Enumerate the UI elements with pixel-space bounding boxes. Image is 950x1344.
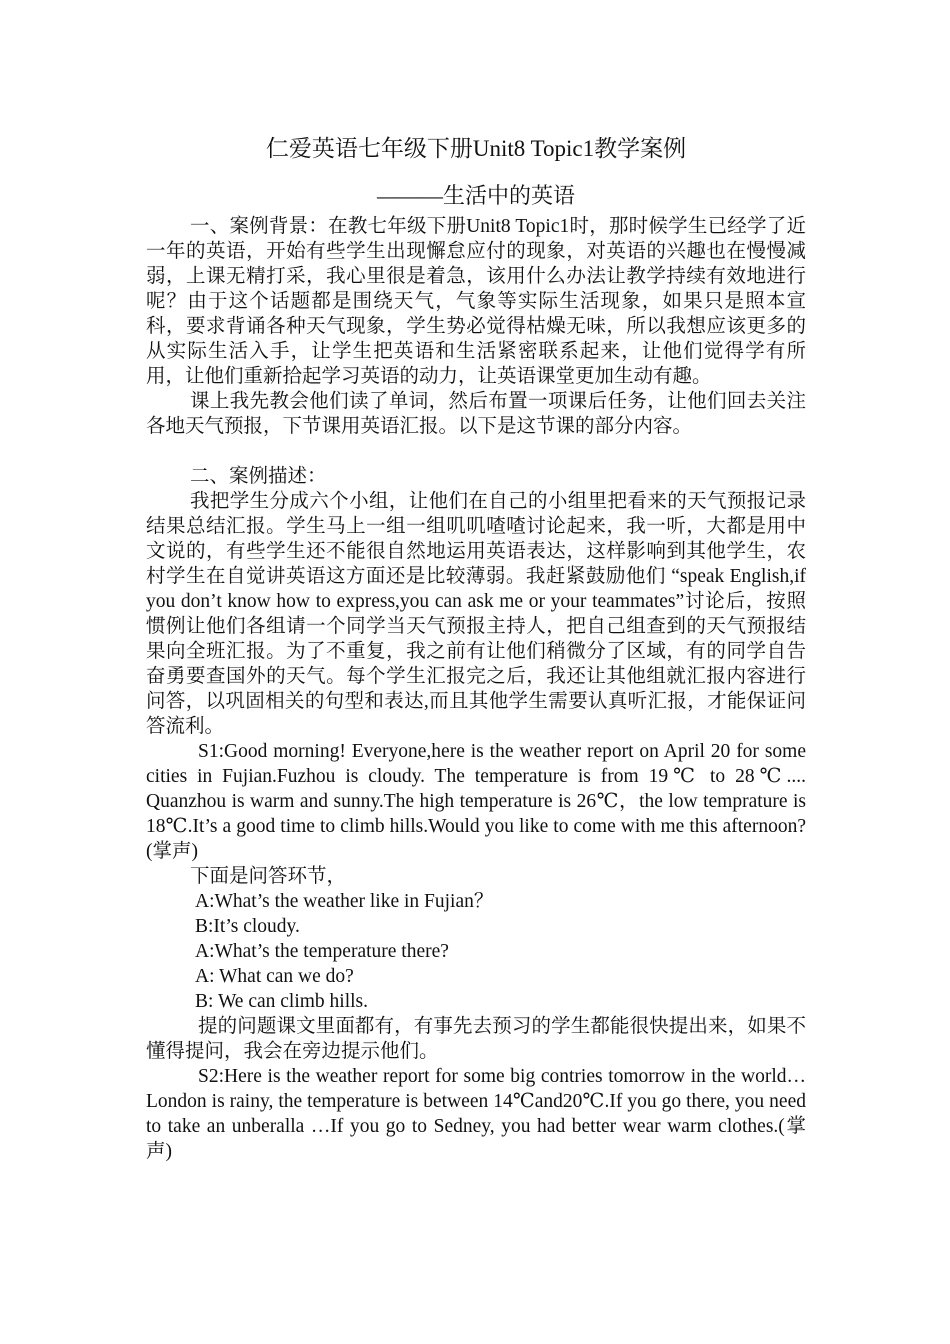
s2-weather-report: S2:Here is the weather report for some big contries tomorrow in the world…London is rainy, the temperature is between 14℃and20℃.If you go there, you need to take an unberalla …If you go to Sedney, you had better wear warm clothes.(掌声) (146, 1066, 806, 1162)
s1-weather-report: S1:Good morning! Everyone,here is the weather report on April 20 for some cities in Fujian.Fuzhou is cloudy. The temperature is from 19℃ to 28℃.... Quanzhou is warm and sunny.The high temperature is 26℃，the low temprature is 18℃.It’s a good time to climb hills.Would you like to come with me this afternoon? (掌声) (146, 741, 806, 862)
document-page (146, 132, 806, 1164)
section2-heading: 二、案例描述： (190, 466, 327, 487)
description-paragraph: 我把学生分成六个小组，让他们在自己的小组里把看来的天气预报记录结果总结汇报。学生马上一组一组叽叽喳喳讨论起来，我一听，大都是用中文说的，有些学生还不能很自然地运用英语表达，这样影响到其他学生，农村学生在自觉讲英语这方面还是比较薄弱。我赶紧鼓励他们 “speak English,if you don’t know how to express,you can ask me or your teammates”讨论后，按照惯例让他们各组请一个同学当天气预报主持人，把自己组查到的天气预报结果向全班汇报。为了不重复，我之前有让他们稍微分了区域，有的同学自告奋勇要查国外的天气。每个学生汇报完之后，我还让其他组就汇报内容进行问答，以巩固相关的句型和表达,而且其他学生需要认真听汇报，才能保证问答流利。 (146, 491, 806, 737)
background-task-paragraph: 课上我先教会他们读了单词，然后布置一项课后任务，让他们回去关注各地天气预报，下节课用英语汇报。以下是这节课的部分内容。 (146, 391, 806, 437)
qa-intro: 下面是问答环节， (190, 866, 347, 887)
qa-line: A:What’s the temperature there? (195, 941, 449, 962)
qa-line: B:It’s cloudy. (195, 916, 300, 937)
document-title: 仁爱英语七年级下册Unit8 Topic1教学案例 (265, 136, 687, 161)
document-subtitle: ———生活中的英语 (376, 183, 575, 208)
paragraph-spacer (146, 439, 806, 464)
qa-line: B: We can climb hills. (195, 991, 369, 1012)
qa-line: A:What’s the weather like in Fujian？ (195, 891, 494, 912)
qa-followup-paragraph: 提的问题课文里面都有，有事先去预习的学生都能很快提出来，如果不懂得提问，我会在旁边提示他们。 (146, 1016, 806, 1062)
qa-line: A: What can we do? (195, 966, 354, 987)
background-paragraph: 一、案例背景：在教七年级下册Unit8 Topic1时，那时候学生已经学了近一年的英语，开始有些学生出现懈怠应付的现象，对英语的兴趣也在慢慢减弱，上课无精打采，我心里很是着急，该用什么办法让教学持续有效地进行呢？由于这个话题都是围绕天气，气象等实际生活现象，如果只是照本宣科，要求背诵各种天气现象，学生势必觉得枯燥无味，所以我想应该更多的从实际生活入手，让学生把英语和生活紧密联系起来，让他们觉得学有所用，让他们重新拾起学习英语的动力，让英语课堂更加生动有趣。 (146, 216, 806, 387)
